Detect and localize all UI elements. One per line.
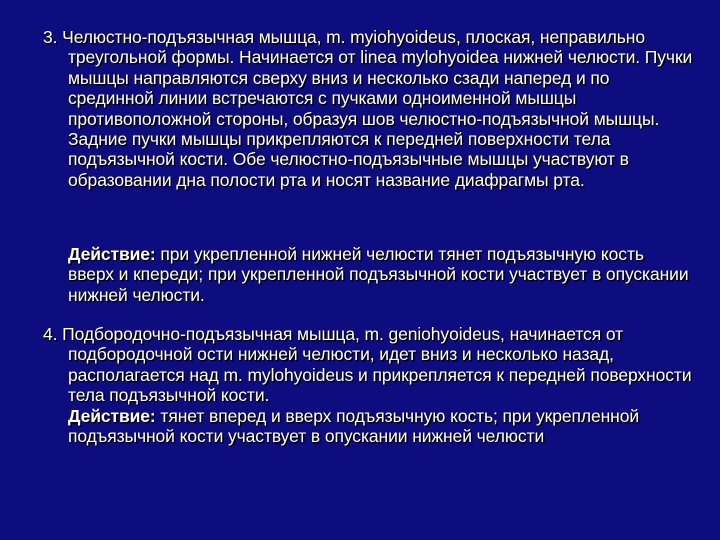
section-4-block (43, 324, 693, 446)
section-3-action-text: при укрепленной нижней челюсти тянет подъязычную кость вверх и кпереди; при укрепленной подъязычной кости участвует в опускании нижней челюсти. (68, 244, 689, 305)
section-4-action-label: Действие: (68, 405, 156, 426)
section-4-action (43, 406, 693, 447)
section-3-action-block (43, 244, 693, 305)
section-4-action-text: тянет вперед и вверх подъязычную кость; при укрепленной подъязычной кости участвует в опускании нижней челюсти (68, 405, 640, 447)
section-3-action (43, 244, 693, 305)
section-3-action-label: Действие: (68, 244, 156, 264)
section-3-description: 3. Челюстно-подъязычная мышца, m. myiohyoideus, плоская, неправильно треугольной формы. Начинается от linea mylohyoidea нижней челюсти. Пучки мышцы направляются сверху вниз и несколько сзади наперед и по срединной линии встречаются с пучками одноименной мышцы противоположной стороны, образуя шов челюстно-подъязычной мышцы. Задние пучки мышцы прикрепляются к передней поверхности тела подъязычной кости. Обе челюстно-подъязычные мышцы участвуют в образовании дна полости рта и носят название диафрагмы рта. (43, 27, 693, 190)
section-4-description: 4. Подбородочно-подъязычная мышца, m. geniohyoideus, начинается от подбородочной ости нижней челюсти, идет вниз и несколько назад, располагается над m. mylohyoideus и прикрепляется к передней поверхности тела подъязычной кости. (43, 324, 692, 406)
section-3-block (43, 27, 693, 190)
